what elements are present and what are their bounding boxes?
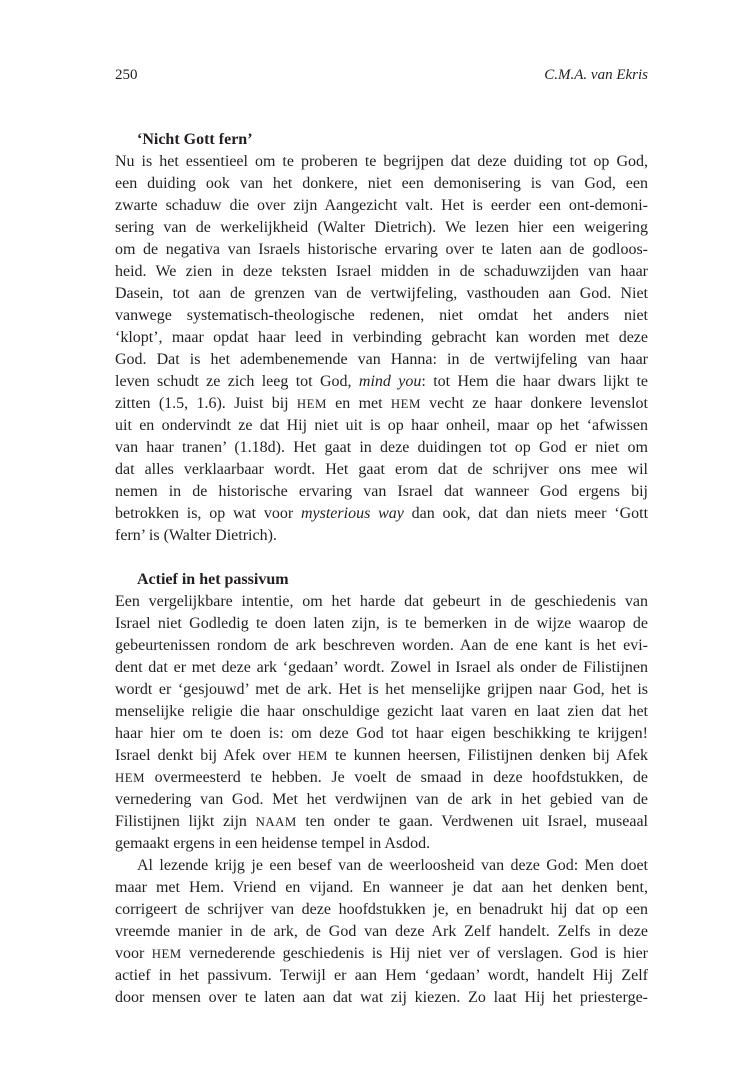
section-heading: ‘Nicht Gott fern’ xyxy=(137,131,253,148)
text-line: Nu is het essentieel om te proberen te begrijpen dat deze duiding tot op God, xyxy=(115,153,648,170)
text-line xyxy=(115,503,648,525)
text-line: vanwege systematisch-theologische redenen, niet omdat het anders niet xyxy=(115,307,648,324)
line-text: te kunnen heersen, Filistijnen denken bij Afek xyxy=(327,747,649,764)
line-text: betrokken is, op wat voor xyxy=(115,505,301,522)
text-line xyxy=(115,767,648,789)
text-line: zwarte schaduw die over zijn Aangezicht valt. Het is eerder een ont-demoni- xyxy=(115,197,648,214)
small-caps-text: HEM xyxy=(296,397,327,411)
line-text: vernederende geschiedenis is Hij niet ver of verslagen. God is hier xyxy=(181,945,648,962)
text-line xyxy=(115,745,648,767)
text-line: gemaakt ergens in een heidense tempel in Asdod. xyxy=(115,835,431,852)
text-line: fern’ is (Walter Dietrich). xyxy=(115,527,277,544)
small-caps-text: HEM xyxy=(297,749,328,763)
small-caps-text: HEM xyxy=(115,771,145,785)
text-line: corrigeert de schrijver van deze hoofdstukken je, en benadrukt hij dat op een xyxy=(115,901,648,918)
text-line: dat alles verklaarbaar wordt. Het gaat erom dat de schrijver ons mee wil xyxy=(115,461,648,478)
small-caps-text: NAAM xyxy=(255,815,297,829)
text-line: Al lezende krijg je een besef van de weerloosheid van deze God: Men doet xyxy=(137,857,648,874)
line-text: en met xyxy=(326,395,391,412)
line-text: overmeesterd te hebben. Je voelt de smaad in deze hoofdstukken, de xyxy=(144,769,648,786)
italic-text: mind you xyxy=(358,373,422,390)
line-text: vecht ze haar donkere levenslot xyxy=(420,395,649,412)
paragraph xyxy=(115,151,648,547)
text-line: vreemde manier in de ark, de God van deze Ark Zelf handelt. Zelfs in deze xyxy=(115,923,648,940)
line-text: Filistijnen lijkt zijn xyxy=(115,813,256,830)
text-line: vernedering van God. Met het verdwijnen van de ark in het gebied van de xyxy=(115,791,648,808)
text-block xyxy=(115,129,648,1009)
section-actief-in-het-passivum xyxy=(115,569,648,1009)
text-line xyxy=(115,371,648,393)
text-line: heid. We zien in deze teksten Israel midden in de schaduwzijden van haar xyxy=(115,263,648,280)
text-line: God. Dat is het adembenemende van Hanna: in de vertwijfeling van haar xyxy=(115,351,648,368)
text-line xyxy=(115,811,648,833)
text-line: actief in het passivum. Terwijl er aan Hem ‘gedaan’ wordt, handelt Hij Zelf xyxy=(115,967,648,984)
text-line: haar hier om te doen is: om deze God tot haar eigen beschikking te krijgen! xyxy=(115,725,648,742)
text-line: gebeurtenissen rondom de ark beschreven worden. Aan de ene kant is het evi- xyxy=(115,637,648,654)
line-text: leven schudt ze zich leeg tot God, xyxy=(115,373,359,390)
running-head-author: C.M.A. van Ekris xyxy=(544,67,648,83)
text-line: maar met Hem. Vriend en vijand. En wanneer je dat aan het denken bent, xyxy=(115,879,648,896)
text-line: Een vergelijkbare intentie, om het harde dat gebeurt in de geschiedenis van xyxy=(115,593,648,610)
small-caps-text: HEM xyxy=(151,947,182,961)
text-line xyxy=(115,943,648,965)
line-text: dan ook, dat dan niets meer ‘Gott xyxy=(403,505,649,522)
page-number: 250 xyxy=(115,67,138,83)
section-heading: Actief in het passivum xyxy=(137,571,289,588)
text-line: dent dat er met deze ark ‘gedaan’ wordt. Zowel in Israel als onder de Filistijnen xyxy=(115,659,648,676)
text-line xyxy=(115,393,648,415)
line-text: : tot Hem die haar dwars lijkt te xyxy=(421,373,648,390)
italic-text: mysterious way xyxy=(300,505,404,522)
line-text: Israel denkt bij Afek over xyxy=(115,747,298,764)
text-line: door mensen over te laten aan dat wat zij kiezen. Zo laat Hij het priesterge- xyxy=(115,989,648,1006)
paragraph xyxy=(115,855,648,1009)
text-line: van haar tranen’ (1.18d). Het gaat in deze duidingen tot op God er niet om xyxy=(115,439,648,456)
text-line: ‘klopt’, maar opdat haar leed in verbinding gebracht kan worden met deze xyxy=(115,329,648,346)
running-header xyxy=(115,64,648,86)
text-line: om de negativa van Israels historische ervaring over te laten aan de godloos- xyxy=(115,241,648,258)
text-line: een duiding ook van het donkere, niet een demonisering is van God, een xyxy=(115,175,648,192)
paragraph xyxy=(115,591,648,855)
small-caps-text: HEM xyxy=(390,397,421,411)
line-text: voor xyxy=(115,945,152,962)
text-line: Israel niet Godledig te doen laten zijn, is te bemerken in de wijze waarop de xyxy=(115,615,648,632)
line-text: ten onder te gaan. Verdwenen uit Israel, museaal xyxy=(296,813,649,830)
section-nicht-gott-fern xyxy=(115,129,648,547)
text-line: menselijke religie die haar onschuldige gezicht laat varen en laat zien dat het xyxy=(115,703,648,720)
text-line: Dasein, tot aan de grenzen van de vertwijfeling, vasthouden aan God. Niet xyxy=(115,285,648,302)
line-text: zitten (1.5, 1.6). Juist bij xyxy=(115,395,297,412)
text-line: uit en ondervindt ze dat Hij niet uit is op haar onheil, maar op het ‘afwissen xyxy=(115,417,648,434)
text-line: sering van de werkelijkheid (Walter Dietrich). We lezen hier een weigering xyxy=(115,219,648,236)
text-line: nemen in de historische ervaring van Israel dat wanneer God ergens bij xyxy=(115,483,648,500)
text-line: wordt er ‘gesjouwd’ met de ark. Het is het menselijke grijpen naar God, het is xyxy=(115,681,648,698)
